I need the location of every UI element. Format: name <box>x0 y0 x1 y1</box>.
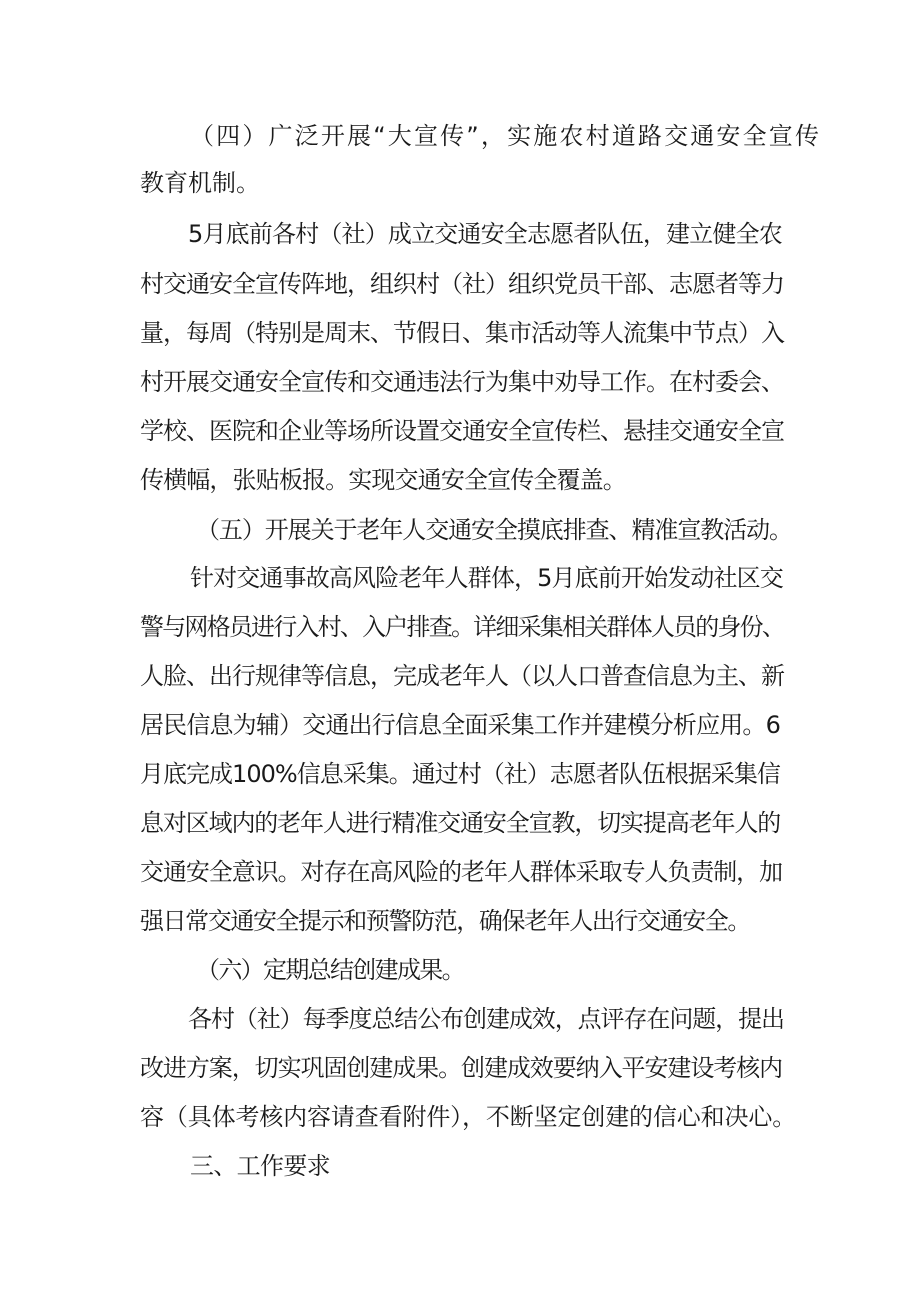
heading-section-6: （六）定期总结创建成果。 <box>196 956 464 984</box>
paragraph-line: 交通安全意识。对存在高风险的老年人群体采取专人负责制，加 <box>140 858 783 886</box>
paragraph-line: 教育机制。 <box>140 169 260 197</box>
paragraph-line: 量，每周（特别是周末、节假日、集市活动等人流集中节点）入 <box>140 319 784 347</box>
paragraph-line: 强日常交通安全提示和预警防范，确保老年人出行交通安全。 <box>140 907 750 935</box>
paragraph-line: 息对区域内的老年人进行精准交通安全宣教，切实提高老年人的 <box>140 809 781 837</box>
paragraph-line: 改进方案，切实巩固创建成果。创建成效要纳入平安建设考核内 <box>140 1054 783 1082</box>
paragraph-line: 各村（社）每季度总结公布创建成效，点评存在问题，提出 <box>188 1005 784 1033</box>
heading-section-5: （五）开展关于老年人交通安全摸底排查、精准宣教活动。 <box>196 516 792 544</box>
heading-section-3: 三、工作要求 <box>190 1152 330 1180</box>
paragraph-line: 5月底前各村（社）成立交通安全志愿者队伍，建立健全农 <box>188 220 782 248</box>
paragraph-line: 村交通安全宣传阵地，组织村（社）组织党员干部、志愿者等力 <box>140 270 784 298</box>
paragraph-line: 月底完成100%信息采集。通过村（社）志愿者队伍根据采集信 <box>140 760 780 788</box>
paragraph-line: 传横幅，张贴板报。实现交通安全宣传全覆盖。 <box>140 466 626 494</box>
heading-section-4: （四）广泛开展“大宣传”，实施农村道路交通安全宣传 <box>190 122 822 150</box>
paragraph-line: 居民信息为辅）交通出行信息全面采集工作并建模分析应用。6 <box>140 711 781 739</box>
paragraph-line: 村开展交通安全宣传和交通违法行为集中劝导工作。在村委会、 <box>140 368 784 396</box>
paragraph-line: 针对交通事故高风险老年人群体，5月底前开始发动社区交 <box>190 564 783 592</box>
paragraph-line: 学校、医院和企业等场所设置交通安全宣传栏、悬挂交通安全宣 <box>140 417 784 445</box>
paragraph-line: 警与网格员进行入村、入户排查。详细采集相关群体人员的身份、 <box>140 613 785 641</box>
paragraph-line: 容（具体考核内容请查看附件），不断坚定创建的信心和决心。 <box>140 1103 797 1131</box>
paragraph-line: 人脸、出行规律等信息，完成老年人（以人口普查信息为主、新 <box>140 662 784 690</box>
